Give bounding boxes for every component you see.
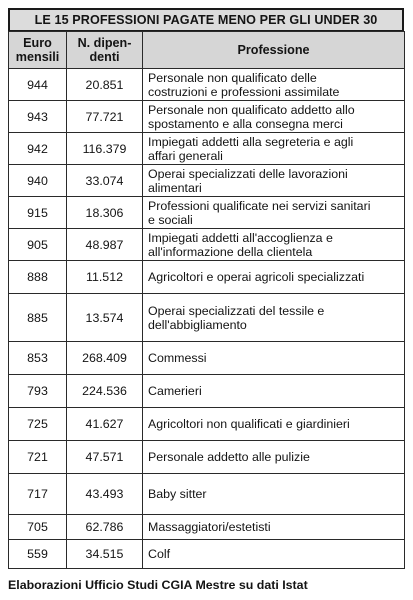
professione-line: Professioni qualificate nei servizi sanitari — [148, 198, 371, 213]
professions-table — [8, 31, 405, 569]
cell-euro: 942 — [9, 133, 67, 165]
cell-dipendenti: 48.987 — [67, 229, 143, 261]
cell-dipendenti: 62.786 — [67, 515, 143, 540]
table-row — [9, 474, 405, 515]
cell-professione — [143, 474, 405, 515]
cell-dipendenti: 41.627 — [67, 408, 143, 441]
professione-line: Personale addetto alle pulizie — [148, 450, 310, 464]
professione-line: Agricoltori e operai agricoli specializzati — [148, 270, 365, 284]
professione-line: Personale non qualificato addetto allo — [148, 102, 355, 117]
professione-line: Massaggiatori/estetisti — [148, 520, 271, 534]
table-row — [9, 375, 405, 408]
table-row — [9, 342, 405, 375]
cell-dipendenti: 13.574 — [67, 294, 143, 342]
cell-dipendenti: 34.515 — [67, 540, 143, 569]
table-row — [9, 101, 405, 133]
professione-line: Agricoltori non qualificati e giardinieri — [148, 417, 350, 431]
table-row — [9, 133, 405, 165]
header-row — [9, 32, 405, 69]
cell-professione — [143, 133, 405, 165]
professione-line: alimentari — [148, 180, 202, 195]
table-row — [9, 229, 405, 261]
professione-line: Impiegati addetti all'accoglienza e — [148, 230, 333, 245]
table-title: LE 15 PROFESSIONI PAGATE MENO PER GLI UNDER 30 — [8, 8, 404, 32]
cell-professione — [143, 342, 405, 375]
cell-professione — [143, 515, 405, 540]
cell-professione — [143, 375, 405, 408]
cell-professione — [143, 197, 405, 229]
cell-dipendenti: 77.721 — [67, 101, 143, 133]
cell-euro: 717 — [9, 474, 67, 515]
professione-line: Colf — [148, 547, 171, 561]
cell-professione — [143, 441, 405, 474]
professione-line: costruzioni e professioni assimilate — [148, 84, 340, 99]
cell-professione — [143, 101, 405, 133]
cell-euro: 853 — [9, 342, 67, 375]
professione-line: Impiegati addetti alla segreteria e agli — [148, 134, 354, 149]
header-euro: Euro mensili — [9, 32, 67, 69]
cell-euro: 705 — [9, 515, 67, 540]
cell-euro: 725 — [9, 408, 67, 441]
table-row — [9, 294, 405, 342]
cell-euro: 559 — [9, 540, 67, 569]
cell-dipendenti: 47.571 — [67, 441, 143, 474]
cell-professione — [143, 69, 405, 101]
table-row — [9, 515, 405, 540]
cell-dipendenti: 43.493 — [67, 474, 143, 515]
professione-line: affari generali — [148, 148, 223, 163]
table-row — [9, 408, 405, 441]
professione-line: Commessi — [148, 351, 207, 365]
cell-euro: 915 — [9, 197, 67, 229]
professione-line: spostamento e alla consegna merci — [148, 116, 343, 131]
cell-professione — [143, 294, 405, 342]
cell-professione — [143, 261, 405, 294]
professione-line: all'informazione della clientela — [148, 244, 313, 259]
cell-euro: 905 — [9, 229, 67, 261]
header-dipendenti: N. dipen- denti — [67, 32, 143, 69]
cell-dipendenti: 33.074 — [67, 165, 143, 197]
cell-dipendenti: 20.851 — [67, 69, 143, 101]
cell-dipendenti: 18.306 — [67, 197, 143, 229]
cell-euro: 793 — [9, 375, 67, 408]
table-row — [9, 540, 405, 569]
table-row — [9, 69, 405, 101]
table-row — [9, 441, 405, 474]
professione-line: Baby sitter — [148, 487, 207, 501]
cell-professione — [143, 229, 405, 261]
professione-line: Camerieri — [148, 384, 202, 398]
cell-euro: 940 — [9, 165, 67, 197]
cell-dipendenti: 224.536 — [67, 375, 143, 408]
source-note: Elaborazioni Ufficio Studi CGIA Mestre su dati Istat — [8, 578, 308, 592]
cell-dipendenti: 268.409 — [67, 342, 143, 375]
professione-line: Personale non qualificato delle — [148, 70, 317, 85]
cell-euro: 943 — [9, 101, 67, 133]
cell-dipendenti: 11.512 — [67, 261, 143, 294]
table-row — [9, 165, 405, 197]
professione-line: Operai specializzati delle lavorazioni — [148, 166, 348, 181]
cell-euro: 944 — [9, 69, 67, 101]
cell-professione — [143, 540, 405, 569]
cell-professione — [143, 165, 405, 197]
professione-line: dell'abbigliamento — [148, 317, 247, 332]
cell-euro: 721 — [9, 441, 67, 474]
professione-line: Operai specializzati del tessile e — [148, 303, 325, 318]
cell-euro: 888 — [9, 261, 67, 294]
professione-line: e sociali — [148, 212, 193, 227]
cell-professione — [143, 408, 405, 441]
cell-dipendenti: 116.379 — [67, 133, 143, 165]
table-row — [9, 261, 405, 294]
cell-euro: 885 — [9, 294, 67, 342]
header-professione: Professione — [143, 32, 405, 69]
table-row — [9, 197, 405, 229]
